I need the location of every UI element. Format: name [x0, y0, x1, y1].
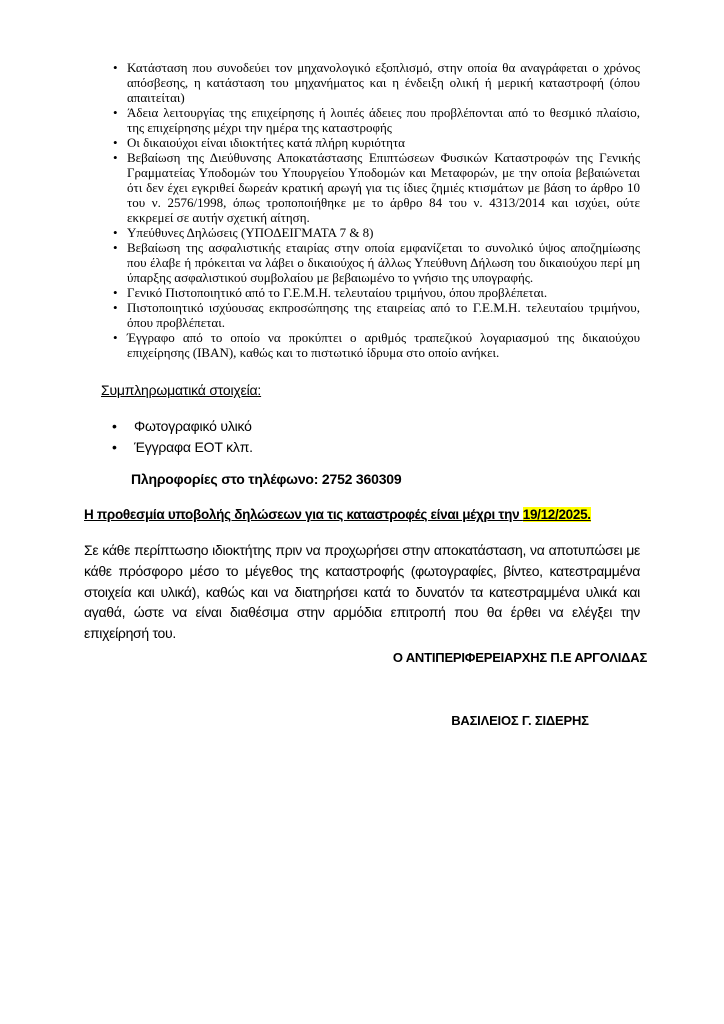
- supplementary-list: [84, 416, 640, 458]
- list-item: [113, 105, 640, 135]
- bullet-icon: •: [113, 135, 118, 150]
- deadline-statement: [84, 504, 640, 525]
- supplementary-item-text: Έγγραφα ΕΟΤ κλπ.: [134, 439, 253, 455]
- bullet-icon: •: [113, 240, 118, 255]
- phone-info: Πληροφορίες στο τηλέφωνο: 2752 360309: [131, 471, 402, 487]
- bullet-icon: •: [113, 300, 118, 315]
- requirement-text: Υπεύθυνες Δηλώσεις (ΥΠΟΔΕΙΓΜΑΤΑ 7 & 8): [127, 225, 374, 240]
- bullet-icon: •: [113, 105, 118, 120]
- list-item: [113, 240, 640, 285]
- list-item: [112, 416, 640, 437]
- supplementary-heading: Συμπληρωματικά στοιχεία:: [101, 382, 262, 398]
- bullet-icon: •: [113, 60, 118, 75]
- signatory-name: ΒΑΣΙΛΕΙΟΣ Γ. ΣΙΔΕΡΗΣ: [451, 712, 589, 728]
- bullet-icon: •: [113, 150, 118, 165]
- deadline-date-highlighted: 19/12/2025.: [522, 507, 591, 522]
- list-item: [112, 437, 640, 458]
- requirement-text: Βεβαίωση της ασφαλιστικής εταιρίας στην οποία εμφανίζεται το συνολικό ύψος αποζημίωσης που έλαβε ή πρόκειται να λάβει ο δικαιούχος ή άλλως Υπεύθυνη Δήλωση του δικαιούχου περί μη ύπαρξης ασφαλιστικού συμβολαίου με βεβαιωμένο το γνήσιο της υπογραφής.: [127, 240, 640, 285]
- bullet-icon: •: [113, 285, 118, 300]
- instruction-paragraph: Σε κάθε περίπτωσηο ιδιοκτήτης πριν να προχωρήσει στην αποκατάσταση, να αποτυπώσει με κάθε πρόσφορο μέσο το μέγεθος της καταστροφής (φωτογραφίες, βίντεο, κατεστραμμένα στοιχεία και υλικά), καθώς και να διατηρήσει κατά το δυνατόν τα κατεστραμμένα υλικά και αγαθά, ώστε να είναι διαθέσιμα στην αρμόδια επιτροπή που θα έρθει να ελέγξει την επιχείρησή του.: [84, 542, 640, 642]
- requirement-text: Γενικό Πιστοποιητικό από το Γ.Ε.Μ.Η. τελευταίου τριμήνου, όπου προβλέπεται.: [127, 285, 548, 300]
- bullet-icon: •: [112, 439, 117, 455]
- requirement-text: Κατάσταση που συνοδεύει τον μηχανολογικό εξοπλισμό, στην οποία θα αναγράφεται ο χρόνος απόσβεσης, η κατάσταση του μηχανήματος και η ένδειξη ολική ή μερική καταστροφή (όπου απαιτείται): [127, 60, 640, 105]
- list-item: [113, 285, 640, 300]
- signatory-title: Ο ΑΝΤΙΠΕΡΙΦΕΡΕΙΑΡΧΗΣ Π.Ε ΑΡΓΟΛΙΔΑΣ: [392, 649, 648, 665]
- bullet-icon: •: [113, 225, 118, 240]
- requirement-text: Βεβαίωση της Διεύθυνσης Αποκατάστασης Επιπτώσεων Φυσικών Καταστροφών της Γενικής Γραμματείας Υποδομών του Υπουργείου Υποδομών και Μεταφορών, με την οποία βεβαιώνεται ότι δεν έχει εγκριθεί δωρεάν κρατική αρωγή για τις ίδιες ζημιές κτισμάτων με βάση το άρθρο 10 του ν. 2576/1998, όπως τροποποιήθηκε με το άρθρο 84 του ν. 4313/2014 και ισχύει, ούτε εκκρεμεί σε αυτήν σχετική αίτηση.: [127, 150, 640, 225]
- supplementary-item-text: Φωτογραφικό υλικό: [134, 418, 252, 434]
- requirements-list: [84, 60, 640, 360]
- list-item: [113, 330, 640, 360]
- requirement-text: Οι δικαιούχοι είναι ιδιοκτήτες κατά πλήρη κυριότητα: [127, 135, 405, 150]
- list-item: [113, 135, 640, 150]
- requirement-text: Πιστοποιητικό ισχύουσας εκπροσώπησης της εταιρείας από το Γ.Ε.Μ.Η. τελευταίου τριμήνου, όπου προβλέπεται.: [127, 300, 640, 330]
- deadline-text: Η προθεσμία υποβολής δηλώσεων για τις καταστροφές είναι μέχρι την: [84, 507, 523, 522]
- bullet-icon: •: [112, 418, 117, 434]
- list-item: [113, 300, 640, 330]
- signature-block: [380, 650, 660, 729]
- requirement-text: Έγγραφο από το οποίο να προκύπτει ο αριθμός τραπεζικού λογαριασμού της δικαιούχου επιχείρησης (IBAN), καθώς και το πιστωτικό ίδρυμα στο οποίο ανήκει.: [127, 330, 640, 360]
- requirement-text: Άδεια λειτουργίας της επιχείρησης ή λοιπές άδειες που προβλέπονται από το θεσμικό πλαίσιο, της επιχείρησης μέχρι την ημέρα της καταστροφής: [127, 105, 640, 135]
- list-item: [113, 225, 640, 240]
- list-item: [113, 60, 640, 105]
- bullet-icon: •: [113, 330, 118, 345]
- list-item: [113, 150, 640, 225]
